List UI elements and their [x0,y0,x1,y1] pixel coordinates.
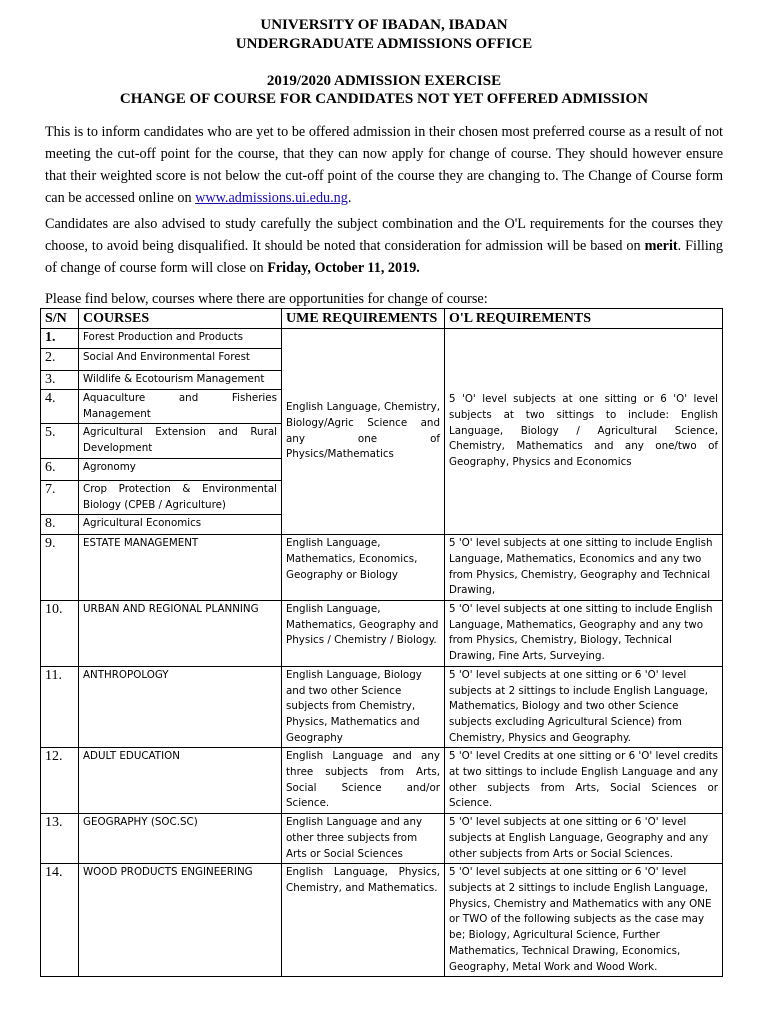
row-number: 11. [41,666,79,748]
table-row [41,864,723,977]
intro-text: This is to inform candidates who are yet to be offered admission in their chosen most preferred course as a result of not meeting the cut-off point for the course, that they can now apply for change of course. They should however ensure that their weighted score is not below the cut-off point of the course they are changing to. The Change of Course form can be accessed online on [45,124,723,206]
notice-title: CHANGE OF COURSE FOR CANDIDATES NOT YET OFFERED ADMISSION [119,91,649,107]
row-number: 3. [41,371,79,390]
row-number: 2. [41,349,79,371]
table-header-row [41,309,723,329]
ume-requirement: English Language, Chemistry, Biology/Agric Science and any one of Physics/Mathematics [282,329,445,535]
course-name: Social And Environmental Forest [79,349,282,371]
course-name: Aquaculture and Fisheries Management [79,390,282,424]
course-name: Forest Production and Products [79,329,282,349]
course-name: Agronomy [79,458,282,480]
ume-requirement: English Language and any other three subjects from Arts or Social Sciences [282,814,445,864]
table-row [41,601,723,667]
list-intro: Please find below, courses where there are opportunities for change of course: [45,291,488,307]
course-name: ANTHROPOLOGY [79,666,282,748]
header-courses: COURSES [79,309,282,329]
row-number: 6. [41,458,79,480]
intro-paragraph [45,121,723,209]
row-number: 12. [41,748,79,814]
university-name: UNIVERSITY OF IBADAN, IBADAN [260,17,508,33]
office-name: UNDERGRADUATE ADMISSIONS OFFICE [235,36,533,52]
course-name: Agricultural Economics [79,515,282,535]
course-name: Crop Protection & Environmental Biology (CPEB / Agriculture) [79,480,282,514]
course-name: Agricultural Extension and Rural Development [79,424,282,458]
ume-requirement: English Language, Mathematics, Geography and Physics / Chemistry / Biology. [282,601,445,667]
table-row [41,814,723,864]
row-number: 4. [41,390,79,424]
ol-requirement: 5 'O' level subjects at one sitting or 6 'O' level subjects at 2 sittings to include English Language, Physics, Chemistry and Mathematics with any ONE or TWO of the following subjects as the case may be; Biology, Agricultural Science, Further Mathematics, Technical Drawing, Economics, Geography, Metal Work and Wood Work. [445,864,723,977]
header-sn: S/N [41,309,79,329]
advice-text: Candidates are also advised to study carefully the subject combination and the O'L requirements for the courses they choose, to avoid being disqualified. It should be noted that consideration for admission will be based on [45,216,723,254]
ume-requirement: English Language, Physics, Chemistry, and Mathematics. [282,864,445,977]
row-number: 5. [41,424,79,458]
row-number: 8. [41,515,79,535]
row-number: 14. [41,864,79,977]
table-row [41,748,723,814]
advice-paragraph [45,213,723,279]
row-number: 10. [41,601,79,667]
admissions-link[interactable]: www.admissions.ui.edu.ng [195,190,348,206]
ol-requirement: 5 'O' level subjects at one sitting or 6 'O' level subjects at 2 sittings to include English Language, Mathematics, Biology and two other Science subjects excluding Agricultural Science) from Chemistry, Physics and Geography. [445,666,723,748]
course-name: Wildlife & Ecotourism Management [79,371,282,390]
ume-requirement: English Language, Biology and two other Science subjects from Chemistry, Physics, Mathematics and Geography [282,666,445,748]
ol-requirement: 5 'O' level Credits at one sitting or 6 'O' level credits at two sittings to include English Language and any other subjects from Arts, Social Sciences or Science. [445,748,723,814]
merit-emphasis: merit [644,238,678,254]
row-number: 13. [41,814,79,864]
course-name: WOOD PRODUCTS ENGINEERING [79,864,282,977]
row-number: 7. [41,480,79,514]
deadline-date: Friday, October 11, 2019. [267,260,420,276]
course-name: ADULT EDUCATION [79,748,282,814]
table-row [41,666,723,748]
course-name: URBAN AND REGIONAL PLANNING [79,601,282,667]
ume-requirement: English Language and any three subjects from Arts, Social Science and/or Science. [282,748,445,814]
row-number: 1. [41,329,79,349]
courses-table [40,308,723,977]
ol-requirement: 5 'O' level subjects at one sitting or 6 'O' level subjects at two sittings to include: English Language, Biology / Agricultural Science, Chemistry, Mathematics and any one/two of Geography, Physics and Economics [445,329,723,535]
ume-requirement: English Language, Mathematics, Economics, Geography or Biology [282,535,445,601]
row-number: 9. [41,535,79,601]
course-name: GEOGRAPHY (SOC.SC) [79,814,282,864]
ol-requirement: 5 'O' level subjects at one sitting or 6 'O' level subjects at English Language, Geography and any other subjects from Arts or Social Sciences. [445,814,723,864]
intro-end: . [347,190,352,206]
table-row [41,535,723,601]
advice-text-2: . Filling of change of course form will close on [45,238,723,276]
ol-requirement: 5 'O' level subjects at one sitting to include English Language, Mathematics, Economics and any two from Physics, Chemistry, Geography and Technical Drawing, [445,535,723,601]
table-body [41,329,723,977]
course-name: ESTATE MANAGEMENT [79,535,282,601]
header-ume: UME REQUIREMENTS [282,309,445,329]
header-ol: O'L REQUIREMENTS [445,309,723,329]
table-row [41,329,723,349]
ol-requirement: 5 'O' level subjects at one sitting to include English Language, Mathematics, Geography and any two from Physics, Chemistry, Biology, Technical Drawing, Fine Arts, Surveying. [445,601,723,667]
exercise-title: 2019/2020 ADMISSION EXERCISE [266,73,502,89]
